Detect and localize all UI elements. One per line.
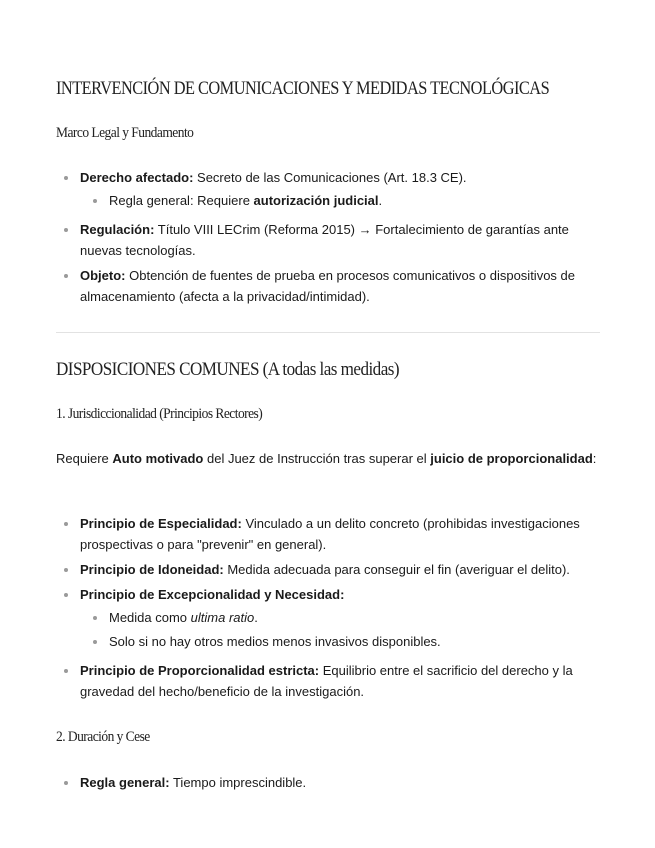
subsection-heading-duracion: 2. Duración y Cese (56, 729, 150, 745)
item-label: Derecho afectado: (80, 170, 194, 185)
item-label: Principio de Especialidad: (80, 516, 242, 531)
item-text: . (378, 193, 383, 208)
item-italic-text: ultima ratio (190, 610, 255, 625)
item-label: Objeto: (80, 268, 126, 283)
intro-text: Requiere (56, 451, 113, 466)
item-text: Tiempo imprescindible. (169, 775, 307, 790)
item-text: Título VIII LECrim (Reforma 2015) → Fortalecimiento de garantías ante nuevas tecnologías. (80, 222, 569, 258)
subsection-heading-jurisdiccionalidad: 1. Jurisdiccionalidad (Principios Rectores) (56, 406, 263, 422)
list-item-derecho-afectado (56, 167, 600, 188)
sub-item-regla-general (56, 190, 600, 211)
duracion-list (56, 772, 600, 793)
item-text: Vinculado a un delito concreto (prohibidas investigaciones prospectivas o para "prevenir" en general). (80, 516, 580, 552)
item-label: Principio de Excepcionalidad y Necesidad: (80, 587, 345, 602)
intro-bold-text: juicio de proporcionalidad (430, 451, 593, 466)
list-item-proporcionalidad (56, 660, 600, 702)
item-text: Obtención de fuentes de prueba en procesos comunicativos o dispositivos de almacenamiento (afecta a la privacidad/intimidad). (80, 268, 575, 304)
item-text: Medida como (109, 610, 191, 625)
section-divider (56, 332, 600, 333)
item-bold-text: autorización judicial (253, 193, 379, 208)
item-text: Equilibrio entre el sacrificio del derecho y la gravedad del hecho/beneficio de la investigación. (80, 663, 573, 699)
section-heading-disposiciones: DISPOSICIONES COMUNES (A todas las medidas) (56, 359, 400, 380)
list-item-especialidad (56, 513, 600, 555)
document-title: INTERVENCIÓN DE COMUNICACIONES Y MEDIDAS TECNOLÓGICAS (56, 78, 550, 99)
item-label: Principio de Proporcionalidad estricta: (80, 663, 320, 678)
item-text: Solo si no hay otros medios menos invasivos disponibles. (109, 634, 441, 649)
item-text: Secreto de las Comunicaciones (Art. 18.3 CE). (193, 170, 467, 185)
item-text: . (254, 610, 258, 625)
sub-item-sin-otros-medios (56, 631, 600, 652)
section-heading-marco-legal: Marco Legal y Fundamento (56, 125, 194, 141)
marco-legal-list (56, 167, 600, 307)
list-item-regla-general (56, 772, 600, 793)
principios-list (56, 513, 600, 702)
list-item-idoneidad (56, 559, 600, 580)
item-label: Regla general: (80, 775, 170, 790)
intro-text: : (592, 451, 597, 466)
item-text: Regla general: Requiere (109, 193, 254, 208)
item-label: Regulación: (80, 222, 155, 237)
list-item-objeto (56, 265, 600, 307)
list-item-regulacion (56, 219, 600, 261)
item-text: Medida adecuada para conseguir el fin (averiguar el delito). (223, 562, 570, 577)
intro-text: del Juez de Instrucción tras superar el (203, 451, 431, 466)
sub-item-ultima-ratio (56, 607, 600, 628)
item-label: Principio de Idoneidad: (80, 562, 224, 577)
list-item-excepcionalidad (56, 584, 600, 605)
intro-bold-text: Auto motivado (112, 451, 204, 466)
intro-paragraph (56, 448, 600, 470)
